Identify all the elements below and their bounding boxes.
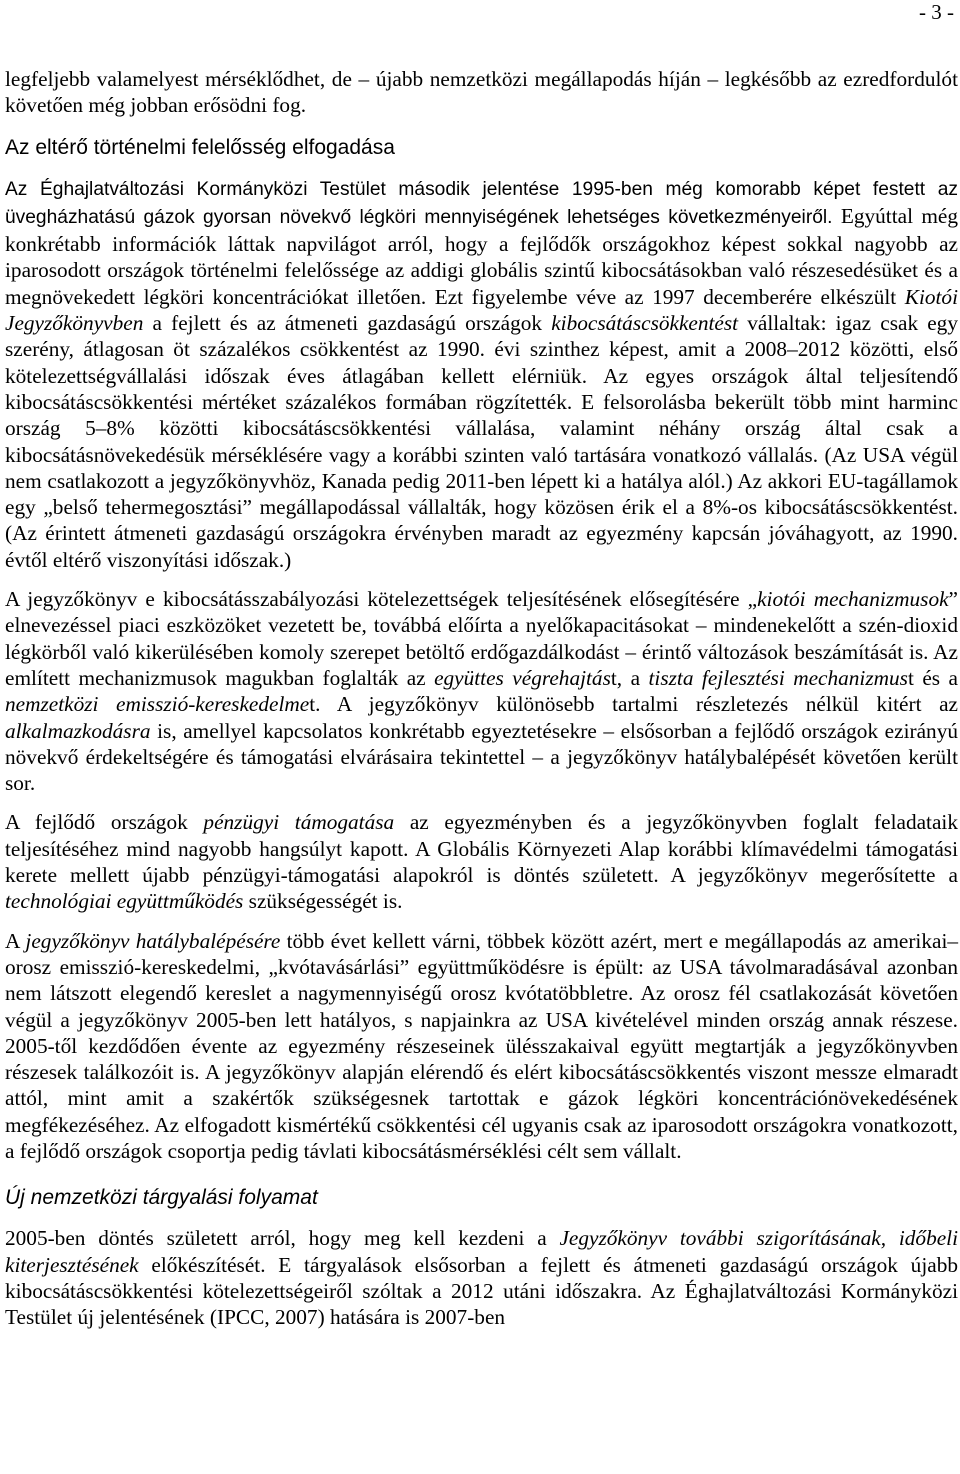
paragraph-new-negotiations <box>5 1225 958 1330</box>
paragraph-entry-into-force <box>5 928 958 1165</box>
text-run: Egyúttal még konkrétabb információk láttak napvilágot arról, hogy a fejlődők országokhoz képest sokkal nagyobb az iparosodott országok történelmi felelőssége az addigi globális szintű kibocsátásokban való részesedésüket és a megnövekedett légköri koncentrációkat illetően. Ezt figyelembe véve az 1997 decemberére elkészült <box>5 203 958 309</box>
emphasis-emission-reduction: kibocsátáscsökkentést <box>551 311 739 336</box>
page-number: - 3 - <box>919 0 954 24</box>
text-run: több évet kellett várni, többek között azért, mert e megállapodás az amerikai–orosz emisszió-kereskedelmi, „kvótavásárlási” együttműködésre is épült: az USA távolmaradásával azonban nem látszott elegendő kereslet a nagymennyiségű orosz kvótatöbbletre. Az orosz fél csatlakozását követően végül a jegyzőkönyv 2005-ben lett hatályos, s napjainkra az USA kivételével minden ország annak részese. 2005-től kezdődően évente az egyezmény részeseinek ülésszakaival együtt megtartják a jegyzőkönyvben részesek találkozóit is. A jegyzőkönyv alapján elérendő és elért kibocsátáscsökkentés viszont messze elmaradt attól, mint amit a szakértők szükségesnek tartottak e gázok légköri koncentrációnövekedésének megfékezéséhez. Az elfogadott kismértékű csökkentési cél ugyanis csak az iparosodott országokra vonatkozott, a fejlődő országok csoportja pedig távlati kibocsátásmérséklési célt sem vállalt. <box>5 928 959 1163</box>
text-run: t, a <box>610 665 649 690</box>
text-run: ” elnevezéssel piaci eszközöket vezetett be, továbbá előírta a nyelőkapacitásokat – mindenekelőtt a szén-dioxid légkörből való kikerülésében komoly szerepet betöltő erdőgazdálkodást – érintő változások beszámítását is. Az említett mechanizmusok magukban foglalták az <box>5 587 958 690</box>
emphasis-adaptation: alkalmazkodásra <box>5 718 151 743</box>
text-run: szükségességét is. <box>243 889 403 914</box>
emphasis-entry-into-force: jegyzőkönyv hatálybalépésére <box>25 928 281 953</box>
text-run: A jegyzőkönyv e kibocsátásszabályozási kötelezettségek teljesítésének elősegítésére „ <box>5 587 758 612</box>
text-run: 2005-ben döntés született arról, hogy meg kell kezdeni a <box>5 1226 560 1251</box>
emphasis-clean-development: tiszta fejlesztési mechanizmus <box>648 665 908 690</box>
emphasis-technology-cooperation: technológiai együttműködés <box>5 889 244 914</box>
paragraph-kyoto-mechanisms <box>5 586 958 796</box>
text-run: az egyezményben és a jegyzőkönyvben foglalt feladataik teljesítéséhez mind nagyobb hangsúlyt kapott. A Globális Környezeti Alap korábbi klímavédelmi támogatási kerete mellett újabb pénzügyi-támogatási alapokról is döntés született. A jegyzőkönyv megerősítette a <box>5 810 958 888</box>
paragraph-kyoto-commitments <box>5 175 958 573</box>
emphasis-joint-implementation: együttes végrehajtás <box>434 665 611 690</box>
paragraph-financial-support <box>5 809 958 914</box>
text-run: a fejlett és az átmeneti gazdaságú országok <box>143 311 552 336</box>
emphasis-financial-support: pénzügyi támogatása <box>203 810 395 835</box>
section-heading-historical-responsibility: Az eltérő történelmi felelősség elfogadása <box>5 135 395 159</box>
text-run: is, amellyel kapcsolatos konkrétabb egyeztetésekre – elsősorban a fejlődő országok ezirányú növekvő érdekeltségére és támogatási elvárásaira tekintettel – a jegyzőkönyv hatálybalépését követően került sor. <box>5 718 958 796</box>
text-run: t. A jegyzőkönyv különösebb tartalmi részletezés nélkül kitért az <box>309 692 958 717</box>
text-run: előkészítését. E tárgyalások elsősorban a fejlett és átmeneti gazdaságú országok újabb kibocsátáscsökkentési kötelezettségeiről szóltak a 2012 utáni időszakra. Az Éghajlatváltozási Kormányközi Testület új jelentésének (IPCC, 2007) hatására is 2007-ben <box>5 1252 958 1330</box>
emphasis-protocol-extension: Jegyzőkönyv további szigorításának, időbeli kiterjesztésének <box>5 1226 959 1277</box>
paragraph-lead-text: Az Éghajlatváltozási Kormányközi Testület második jelentése 1995-ben még komorabb képet festett az üvegházhatású gázok gyorsan növekvő légköri mennyiségének lehetséges következményeiről. <box>5 178 958 228</box>
text-run: A <box>5 928 26 953</box>
paragraph-intro: legfeljebb valamelyest mérséklődhet, de – újabb nemzetközi megállapodás híján – legkésőbb az ezredfordulót követően még jobban erősödni fog. <box>5 67 958 118</box>
emphasis-kyoto-protocol: Kiotói Jegyzőkönyvben <box>5 284 958 336</box>
emphasis-kyoto-mechanisms: kiotói mechanizmusok <box>757 587 949 612</box>
text-run: t és a <box>907 665 959 690</box>
document-body <box>5 66 958 1330</box>
text-run: A fejlődő országok <box>5 810 204 835</box>
emphasis-emissions-trading: nemzetközi emisszió-kereskedelme <box>5 692 310 717</box>
section-heading-new-negotiations: Új nemzetközi tárgyalási folyamat <box>5 1186 318 1210</box>
text-run: vállaltak: igaz csak egy szerény, átlagosan öt százalékos csökkentést az 1990. évi szinthez képest, amit a 2008–2012 közötti, első kötelezettségvállalási időszak éves átlagában kellett elérniük. Az egyes országok által teljesítendő kibocsátáscsökkentési mértéket százalékos formában rögzítették. E felsorolásba bekerült több mint harminc ország 5–8% közötti kibocsátáscsökkentési vállalása, valamint néhány ország által csak a kibocsátásnövekedésük mérséklésére vagy a korábbi szinten való tartására vonatkozó vállalás. (Az USA végül nem csatlakozott a jegyzőkönyvhöz, Kanada pedig 2011-ben lépett ki a hatálya alól.) Az akkori EU-tagállamok egy „belső tehermegosztási” megállapodással vállalták, hogy közösen érik el a 8%-os kibocsátáscsökkentést. (Az érintett átmeneti gazdaságú országokra érvényben maradt az egyezmény kapcsán jóváhagyott, az 1990. évtől eltérő viszonyítási időszak.) <box>5 311 958 572</box>
